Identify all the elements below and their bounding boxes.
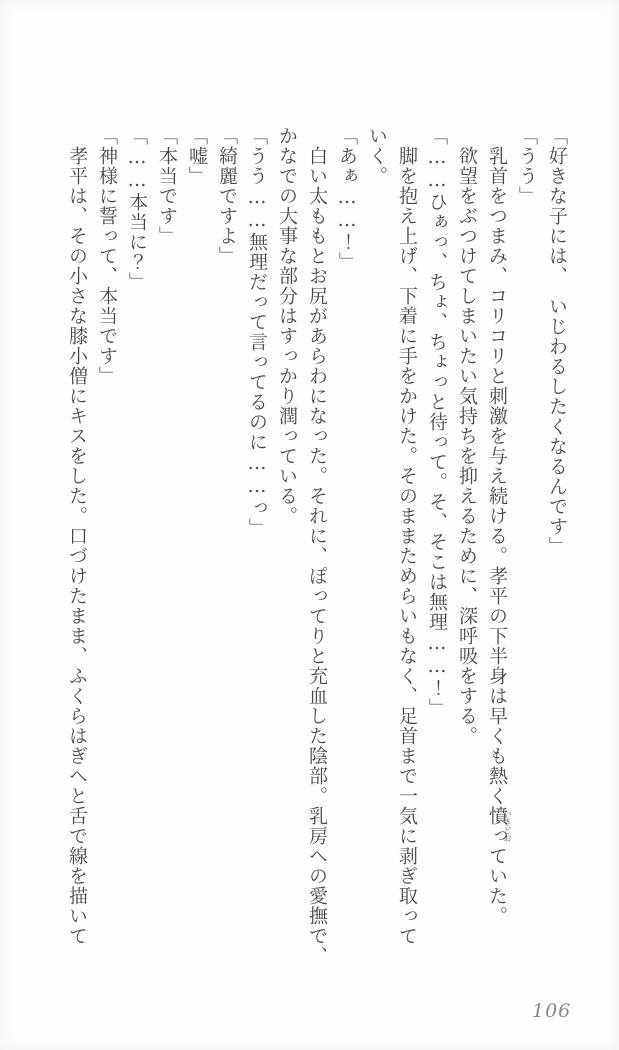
text-line: 脚を抱え上げ、下着に手をかけた。そのままためらいもなく、足首まで一気に剥ぎ取って (396, 146, 418, 946)
text-line: 「本当です」 (156, 126, 178, 246)
text-line: いく。 (366, 126, 388, 186)
text-line: 「うう……無理だって言ってるのに……っ」 (246, 126, 268, 538)
text-line: 孝平は、その小さな膝小僧にキスをした。口づけたまま、ふくらはぎへと舌で線を描いて (66, 146, 88, 946)
text-line: 「……ひぁっ、ちょ、ちょっと待って。そ、そこは無理……！」 (426, 126, 448, 718)
text-line: 白い太ももとお尻があらわになった。それに、ぽってりと充血した陰部。乳房への愛撫で、 (306, 146, 328, 966)
text-line: 欲望をぶつけてしまいたい気持ちを抑えるために、深呼吸をする。 (456, 146, 478, 746)
vertical-text-block (58, 126, 572, 992)
text-line: 「うう」 (516, 126, 538, 206)
text-line: 「好きな子には、 いじわるしたくなるんです」 (546, 126, 568, 557)
text-line: 「嘘」 (186, 126, 208, 186)
furigana: いきどお (503, 810, 512, 842)
page-number: 106 (532, 1000, 572, 1022)
text-line: 「綺麗ですよ」 (216, 126, 238, 266)
text-line: 「あぁ……！」 (336, 126, 358, 272)
text-line: 乳首をつまみ、コリコリと刺激を与え続ける。孝平の下半身は早くも熱く憤 いきどお っていた。 (486, 146, 512, 926)
text-line: 「……本当に？」 (126, 126, 148, 292)
text-line: 「神様に誓って、本当です」 (96, 126, 118, 386)
text-line: かなでの大事な部分はすっかり潤っている。 (276, 126, 298, 526)
ruby-base: 憤 いきどお (486, 806, 508, 826)
